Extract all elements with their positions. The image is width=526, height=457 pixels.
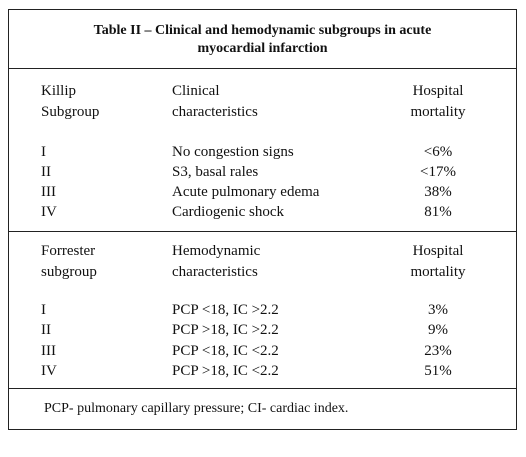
title-divider	[8, 68, 517, 69]
forrester-row-3-characteristics: PCP <18, IC <2.2	[172, 343, 279, 359]
header-text: Hospital	[412, 243, 464, 259]
header-text: Forrester	[41, 243, 96, 259]
forrester-row-1-characteristics: PCP <18, IC >2.2	[172, 302, 279, 318]
forrester-row-2-characteristics: PCP >18, IC >2.2	[172, 322, 279, 338]
killip-row-1-subgroup: I	[41, 144, 46, 160]
forrester-row-4-characteristics: PCP >18, IC <2.2	[172, 363, 279, 379]
forrester-header-characteristics	[172, 241, 260, 283]
footnote-divider	[8, 388, 517, 389]
header-text: subgroup	[41, 264, 97, 280]
forrester-header-subgroup	[41, 241, 97, 283]
forrester-row-2-mortality: 9%	[428, 322, 448, 338]
forrester-row-3-mortality: 23%	[424, 343, 452, 359]
table-title-line-1: Table II – Clinical and hemodynamic subgroups in acute	[93, 23, 432, 38]
killip-header-subgroup	[41, 81, 99, 123]
header-text: Killip	[41, 83, 77, 99]
header-text: mortality	[410, 264, 466, 280]
forrester-row-2-subgroup: II	[41, 322, 51, 338]
header-text: Hospital	[412, 83, 464, 99]
killip-row-4-mortality: 81%	[424, 204, 452, 220]
section-divider	[8, 231, 517, 232]
header-text: Hemodynamic	[172, 243, 261, 259]
killip-row-3-mortality: 38%	[424, 184, 452, 200]
killip-row-3-characteristics: Acute pulmonary edema	[172, 184, 320, 200]
killip-row-2-characteristics: S3, basal rales	[172, 164, 259, 180]
table-title	[8, 22, 517, 58]
forrester-row-1-subgroup: I	[41, 302, 46, 318]
header-text: Subgroup	[41, 104, 100, 120]
killip-row-3-subgroup: III	[41, 184, 56, 200]
killip-header-characteristics	[172, 81, 258, 123]
killip-row-4-characteristics: Cardiogenic shock	[172, 204, 285, 220]
header-text: characteristics	[172, 104, 258, 120]
forrester-row-4-subgroup: IV	[41, 363, 57, 379]
forrester-row-1-mortality: 3%	[428, 302, 448, 318]
killip-row-1-mortality: <6%	[423, 144, 453, 160]
killip-row-1-characteristics: No congestion signs	[172, 144, 294, 160]
forrester-row-3-subgroup: III	[41, 343, 56, 359]
killip-row-2-subgroup: II	[41, 164, 51, 180]
killip-row-2-mortality: <17%	[420, 164, 456, 180]
forrester-row-4-mortality: 51%	[424, 363, 452, 379]
table-title-line-2: myocardial infarction	[197, 41, 328, 56]
header-text: characteristics	[172, 264, 258, 280]
killip-header-mortality	[398, 81, 478, 123]
table-footnote: PCP- pulmonary capillary pressure; CI- cardiac index.	[44, 401, 349, 416]
killip-row-4-subgroup: IV	[41, 204, 57, 220]
forrester-header-mortality	[398, 241, 478, 283]
header-text: Clinical	[172, 83, 220, 99]
header-text: mortality	[410, 104, 466, 120]
